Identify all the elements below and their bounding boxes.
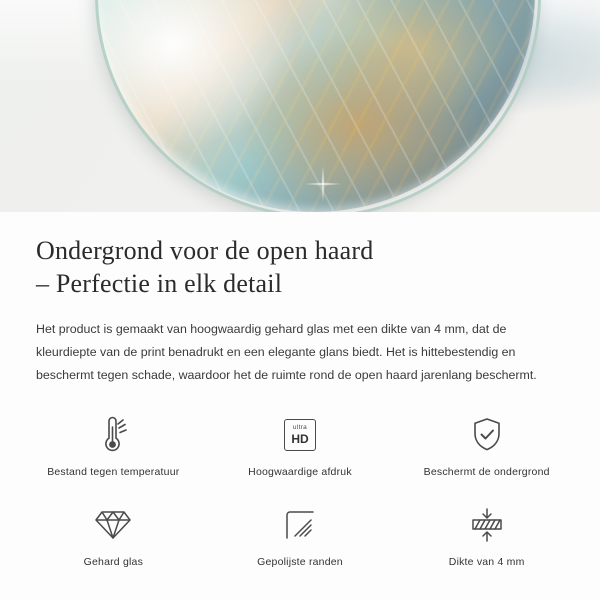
feature-label: Gepolijste randen [257, 555, 343, 568]
feature-item-tempered-glass [20, 503, 207, 587]
ultra-hd-icon [284, 413, 316, 457]
thickness-icon [467, 503, 507, 547]
feature-item-surface-protection [393, 413, 580, 497]
feature-label: Bestand tegen temperatuur [47, 465, 180, 478]
feature-label: Dikte van 4 mm [448, 555, 525, 568]
headline-line-2: – Perfectie in elk detail [36, 269, 283, 299]
feature-label: Hoogwaardige afdruk [248, 465, 352, 478]
page-title [36, 234, 564, 300]
body-paragraph: Het product is gemaakt van hoogwaardig gehard glas met een dikte van 4 mm, dat de kleurdiepte van de print benadrukt en een elegante glans biedt. Het is hittebestendig en beschermt tegen schade, waardoor het de ruimte rond de open haard jarenlang beschermt. [36, 322, 537, 382]
thermometer-icon [96, 413, 130, 457]
hero-image [0, 0, 600, 212]
feature-item-temperature [20, 413, 207, 497]
headline-line-1: Ondergrond voor de open haard [36, 236, 374, 265]
feature-item-print-quality [207, 413, 394, 497]
feature-label: Beschermt de ondergrond [423, 465, 550, 478]
feature-label: Gehard glas [83, 555, 144, 568]
polished-edges-icon [283, 503, 317, 547]
ultra-hd-badge-top: ultra [292, 424, 308, 432]
shield-check-icon [470, 413, 504, 457]
ultra-hd-badge-bottom: HD [291, 431, 309, 446]
feature-grid [0, 387, 600, 587]
diamond-icon [94, 503, 132, 547]
feature-item-thickness [393, 503, 580, 587]
feature-item-polished-edges [207, 503, 394, 587]
text-content [0, 212, 600, 387]
